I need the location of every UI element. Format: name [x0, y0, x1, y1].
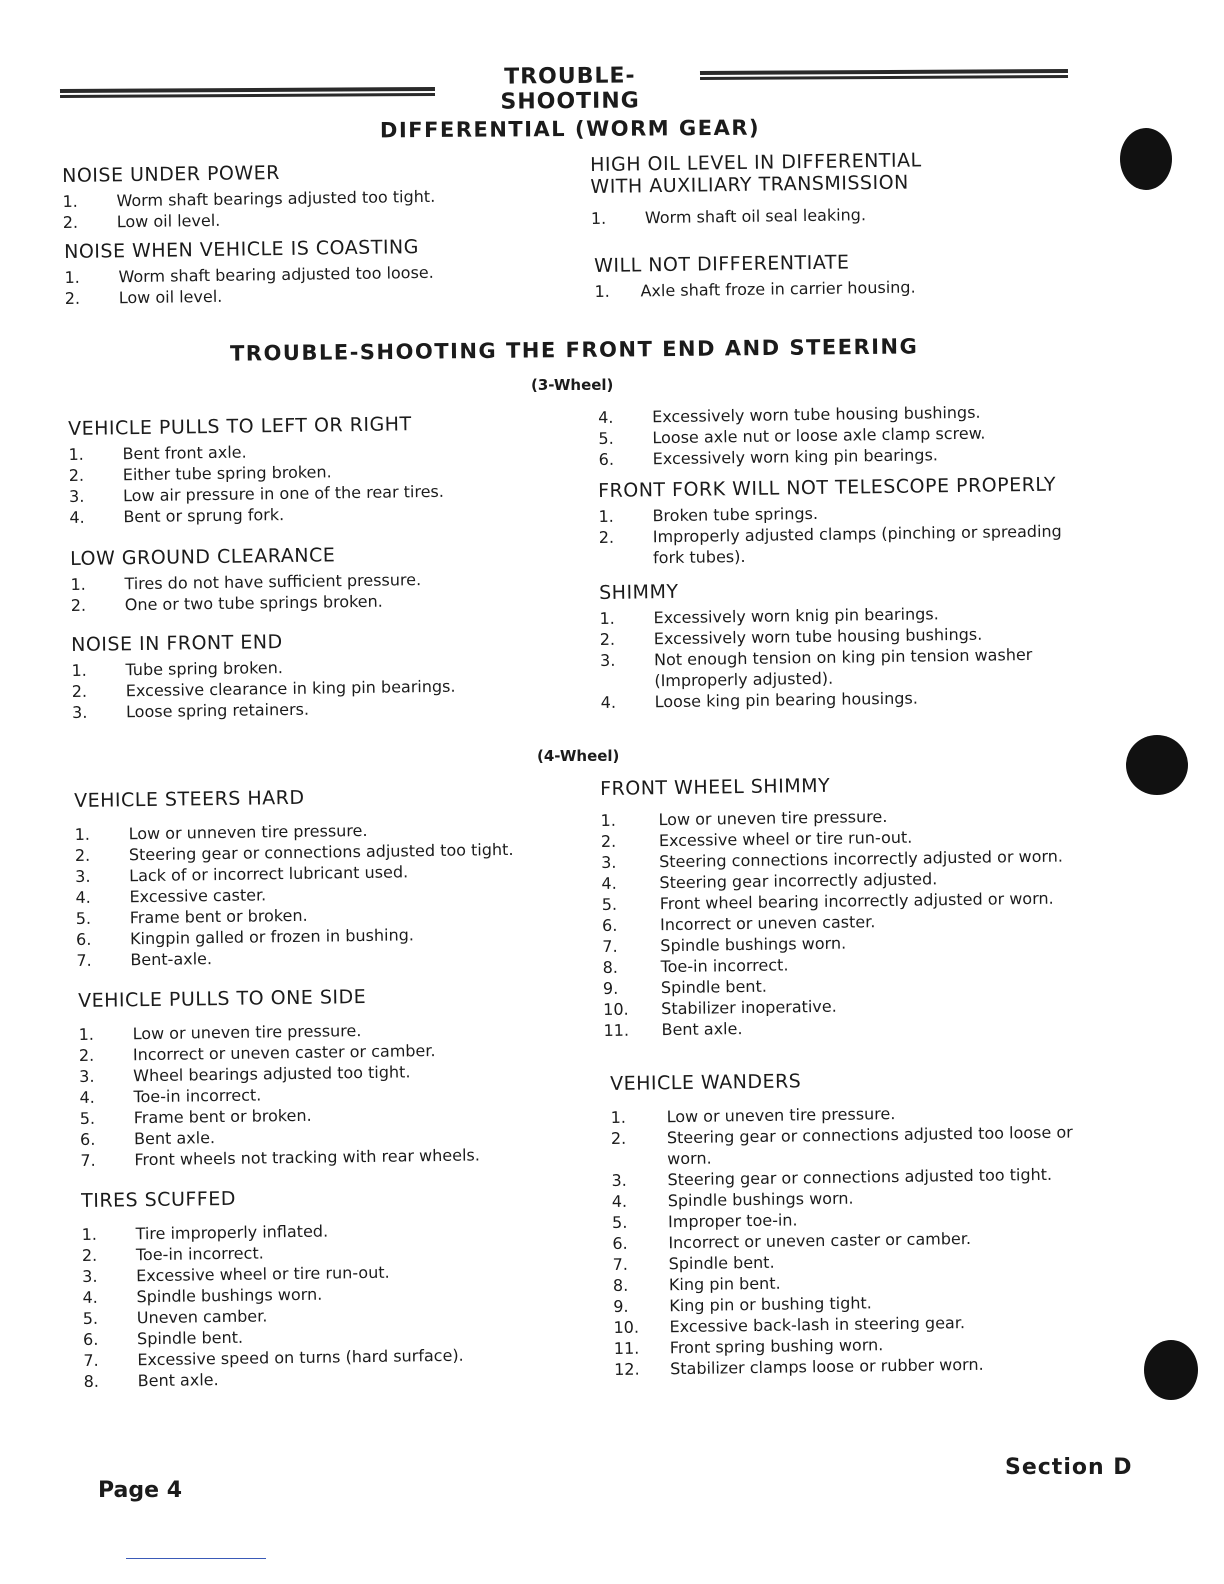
item-text: Loose axle nut or loose axle clamp screw.: [652, 423, 986, 448]
item-text: Uneven camber.: [136, 1306, 268, 1328]
group-title: SHIMMY: [599, 580, 679, 604]
item-text: Excessively worn tube housing bushings.: [652, 402, 981, 427]
item-number: 1.: [71, 660, 87, 680]
item-text: Low or uneven tire pressure.: [132, 1021, 362, 1044]
item-number: 9.: [602, 978, 619, 998]
item-number: 4.: [69, 507, 85, 527]
item-text: Stabilizer inoperative.: [661, 996, 837, 1019]
item-text: Tires do not have sufficient pressure.: [124, 570, 422, 594]
item-text: Worm shaft bearings adjusted too tight.: [116, 186, 436, 211]
item-number: 6.: [598, 449, 615, 469]
group-low-ground-clearance: [70, 541, 541, 616]
item-list: [600, 803, 1103, 1041]
item-number: 10.: [603, 999, 629, 1019]
item-number: 4.: [75, 887, 91, 907]
item-list: [594, 275, 1014, 302]
group-title: NOISE UNDER POWER: [62, 161, 281, 187]
item-number: 2.: [62, 212, 79, 232]
item-text: Stabilizer clamps loose or rubber worn.: [670, 1354, 984, 1379]
item-number: 2.: [71, 681, 88, 701]
item-text: Excessively worn king pin bearings.: [652, 445, 939, 469]
item-list: [598, 499, 1099, 569]
item-number: 6.: [79, 1129, 96, 1149]
item-text: Front spring bushing worn.: [669, 1335, 884, 1358]
group-title: VEHICLE WANDERS: [610, 1070, 802, 1095]
item-number: 2.: [78, 1045, 95, 1065]
item-number: 8.: [602, 957, 619, 977]
item-text: Bent axle.: [137, 1370, 219, 1391]
item-text: Loose king pin bearing housings.: [654, 688, 918, 712]
item-number: 12.: [614, 1359, 640, 1379]
group-front-wheel-shimmy: [600, 771, 1104, 1041]
item-number: 6.: [601, 915, 618, 935]
item-text: Improperly adjusted clamps (pinching or spreading fork tubes).: [652, 521, 1062, 568]
item-text: Front wheels not tracking with rear wheels.: [134, 1145, 481, 1170]
item-text: Not enough tension on king pin tension washer (Improperly adjusted).: [653, 644, 1033, 691]
item-text: Low or unneven tire pressure.: [128, 820, 368, 844]
differential-title: DIFFERENTIAL (WORM GEAR): [379, 115, 761, 143]
group-title: TIRES SCUFFED: [81, 1187, 237, 1212]
item-text: Worm shaft oil seal leaking.: [644, 205, 867, 228]
item-text: Spindle bent.: [668, 1252, 775, 1274]
list-item: [600, 643, 1101, 692]
item-number: 1.: [70, 574, 86, 594]
item-number: 3.: [75, 866, 91, 886]
item-text: Spindle bent.: [660, 976, 767, 998]
item-text: Spindle bent.: [136, 1327, 244, 1349]
item-text: Bent-axle.: [130, 949, 213, 970]
group-high-oil-level: [590, 148, 1011, 229]
item-number: 5.: [601, 894, 618, 914]
item-number: 5.: [598, 428, 614, 448]
item-list: [62, 184, 543, 233]
group-title: HIGH OIL LEVEL IN DIFFERENTIAL WITH AUXILIARY TRANSMISSION: [590, 149, 922, 198]
item-text: King pin or bushing tight.: [669, 1293, 872, 1316]
group-steers-hard: [74, 783, 556, 971]
item-number: 7.: [602, 936, 618, 956]
item-number: 6.: [82, 1329, 99, 1349]
item-text: Frame bent or broken.: [129, 905, 308, 928]
list-item: [611, 1121, 1112, 1170]
item-number: 1.: [81, 1224, 98, 1244]
item-text: Axle shaft froze in carrier housing.: [640, 277, 916, 301]
item-number: 1.: [598, 506, 614, 526]
item-text: Steering gear or connections adjusted too tight.: [667, 1164, 1053, 1190]
item-number: 6.: [75, 929, 92, 949]
item-text: Incorrect or uneven caster or camber.: [668, 1228, 972, 1253]
item-number: 1.: [594, 281, 610, 301]
item-number: 1.: [62, 191, 78, 211]
item-number: 1.: [600, 810, 616, 830]
item-text: Tire improperly inflated.: [135, 1221, 329, 1244]
item-number: 10.: [613, 1317, 640, 1337]
item-text: Improper toe-in.: [667, 1210, 798, 1232]
group-fork-not-telescope: [598, 473, 1099, 569]
group-title: FRONT FORK WILL NOT TELESCOPE PROPERLY: [598, 473, 1057, 502]
item-text: Bent axle.: [661, 1019, 743, 1040]
item-text: Front wheel bearing incorrectly adjusted or worn.: [659, 888, 1054, 914]
scan-line: [126, 1558, 266, 1559]
group-title: VEHICLE PULLS TO ONE SIDE: [78, 985, 367, 1012]
group-shimmy: [599, 575, 1101, 713]
item-number: 1.: [68, 444, 84, 464]
item-text: Tube spring broken.: [125, 658, 284, 680]
three-wheel-label: (3-Wheel): [531, 376, 614, 394]
group-title: VEHICLE STEERS HARD: [74, 786, 305, 812]
item-text: Excessive clearance in king pin bearings.: [125, 676, 456, 701]
item-number: 2.: [74, 845, 91, 865]
item-text: Excessive back-lash in steering gear.: [669, 1313, 966, 1337]
item-number: 11.: [613, 1338, 640, 1358]
header-rule-left: [60, 87, 435, 98]
item-text: Steering gear incorrectly adjusted.: [659, 869, 938, 893]
item-text: Excessively worn knig pin bearings.: [653, 604, 939, 628]
item-number: 1.: [590, 208, 607, 228]
item-number: 9.: [613, 1296, 629, 1316]
item-number: 6.: [612, 1233, 628, 1253]
item-text: Incorrect or uneven caster.: [659, 912, 876, 935]
group-title: LOW GROUND CLEARANCE: [70, 544, 336, 570]
item-number: 5.: [75, 908, 92, 928]
group-title: VEHICLE PULLS TO LEFT OR RIGHT: [68, 413, 412, 440]
item-number: 3.: [71, 702, 88, 722]
item-number: 3.: [68, 486, 85, 506]
item-number: 3.: [599, 650, 616, 670]
item-number: 2.: [610, 1128, 627, 1148]
item-text: Toe-in incorrect.: [133, 1085, 262, 1107]
item-list: [68, 437, 539, 528]
item-list: [598, 400, 1069, 470]
item-text: Lack of or incorrect lubricant used.: [129, 862, 409, 886]
group-noise-coasting: [64, 234, 545, 309]
item-text: Low or uneven tire pressure.: [666, 1104, 896, 1127]
item-number: 2.: [599, 629, 616, 649]
group-title: NOISE WHEN VEHICLE IS COASTING: [64, 236, 420, 263]
item-number: 7.: [80, 1150, 96, 1170]
group-pulls-continued: [598, 400, 1069, 470]
item-text: Wheel bearings adjusted too tight.: [133, 1062, 411, 1086]
item-text: Spindle bushings worn.: [136, 1284, 323, 1307]
item-text: Spindle bushings worn.: [660, 933, 847, 956]
item-text: Either tube spring broken.: [122, 462, 332, 485]
item-text: Steering gear or connections adjusted too loose or worn.: [666, 1122, 1073, 1169]
item-number: 1.: [599, 608, 615, 628]
item-number: 5.: [82, 1308, 99, 1328]
four-wheel-label: (4-Wheel): [537, 747, 620, 765]
item-number: 8.: [612, 1275, 629, 1295]
item-text: Steering gear or connections adjusted too tight.: [128, 839, 514, 865]
item-number: 1.: [74, 824, 91, 844]
group-tires-scuffed: [81, 1183, 564, 1392]
item-number: 7.: [76, 950, 92, 970]
item-list: [78, 1017, 560, 1171]
item-list: [64, 260, 545, 309]
item-list: [599, 601, 1100, 713]
item-list: [70, 567, 541, 616]
item-text: Worm shaft bearing adjusted too loose.: [118, 262, 434, 287]
item-number: 4.: [600, 692, 617, 712]
binder-hole: [1126, 735, 1188, 795]
item-number: 4.: [611, 1191, 628, 1211]
group-title: NOISE IN FRONT END: [71, 631, 283, 656]
item-number: 1.: [78, 1024, 95, 1044]
group-title: WILL NOT DIFFERENTIATE: [594, 251, 850, 277]
binder-hole: [1144, 1340, 1198, 1400]
item-number: 2.: [600, 831, 617, 851]
item-number: 7.: [83, 1350, 99, 1370]
item-number: 3.: [601, 852, 617, 872]
header-rule-right: [700, 69, 1068, 80]
item-text: Excessively worn tube housing bushings.: [653, 624, 983, 649]
group-noise-under-power: [62, 158, 543, 233]
item-text: Excessive speed on turns (hard surface).: [137, 1345, 464, 1370]
item-number: 7.: [612, 1254, 629, 1274]
group-pulls-one-side: [78, 983, 560, 1171]
item-number: 2.: [598, 527, 615, 547]
front-end-title: TROUBLE-SHOOTING THE FRONT END AND STEERING: [229, 334, 919, 366]
item-text: Low oil level.: [116, 210, 221, 232]
group-vehicle-wanders: [610, 1066, 1114, 1380]
item-text: Frame bent or broken.: [133, 1105, 312, 1128]
item-number: 8.: [83, 1371, 100, 1391]
item-number: 4.: [79, 1087, 95, 1107]
item-list: [71, 653, 542, 723]
list-item: [599, 520, 1100, 569]
item-number: 1.: [64, 267, 80, 287]
list-item: [591, 202, 1011, 229]
group-title: FRONT WHEEL SHIMMY: [600, 774, 831, 800]
item-number: 2.: [64, 288, 81, 308]
item-list: [81, 1217, 563, 1392]
item-text: Excessive wheel or tire run-out.: [136, 1262, 390, 1286]
item-number: 5.: [79, 1108, 96, 1128]
item-text: One or two tube springs broken.: [124, 591, 383, 615]
item-number: 11.: [603, 1020, 630, 1040]
item-number: 3.: [82, 1266, 98, 1286]
item-text: Spindle bushings worn.: [667, 1188, 854, 1211]
item-number: 1.: [610, 1107, 627, 1127]
item-number: 3.: [79, 1066, 95, 1086]
list-item: [594, 275, 1014, 302]
item-list: [610, 1100, 1114, 1380]
item-text: Low air pressure in one of the rear tires.: [122, 481, 445, 506]
binder-hole: [1120, 128, 1172, 190]
item-number: 2.: [81, 1245, 98, 1265]
item-text: Bent or sprung fork.: [123, 504, 285, 527]
group-pulls-left-right: [68, 411, 539, 528]
item-number: 4.: [601, 873, 617, 893]
item-number: 2.: [70, 595, 87, 615]
item-number: 5.: [611, 1212, 628, 1232]
item-number: 4.: [82, 1287, 98, 1307]
item-text: Bent axle.: [133, 1128, 216, 1149]
item-text: Broken tube springs.: [652, 503, 819, 526]
item-text: Loose spring retainers.: [125, 699, 310, 722]
page-number: Page 4: [98, 1478, 183, 1503]
item-number: 3.: [611, 1170, 627, 1190]
group-noise-front-end: [71, 627, 542, 723]
item-list: [74, 817, 556, 971]
item-text: Excessive wheel or tire run-out.: [658, 827, 913, 851]
item-text: Low oil level.: [118, 286, 223, 308]
item-text: Steering connections incorrectly adjusted or worn.: [659, 846, 1064, 872]
item-text: Kingpin galled or frozen in bushing.: [129, 925, 415, 949]
section-label: Section D: [1005, 1455, 1133, 1480]
item-text: Bent front axle.: [122, 442, 247, 464]
item-text: Toe-in incorrect.: [660, 955, 789, 977]
item-number: 2.: [68, 465, 85, 485]
item-text: Toe-in incorrect.: [135, 1243, 264, 1265]
item-number: 4.: [598, 407, 614, 427]
item-list: [591, 202, 1011, 229]
item-text: King pin bent.: [668, 1273, 781, 1295]
item-text: Incorrect or uneven caster or camber.: [132, 1041, 436, 1065]
item-text: Excessive caster.: [129, 885, 267, 907]
page-header-title: TROUBLE-SHOOTING: [500, 63, 640, 115]
group-will-not-differentiate: [594, 249, 1015, 302]
item-text: Low or uneven tire pressure.: [658, 806, 888, 830]
